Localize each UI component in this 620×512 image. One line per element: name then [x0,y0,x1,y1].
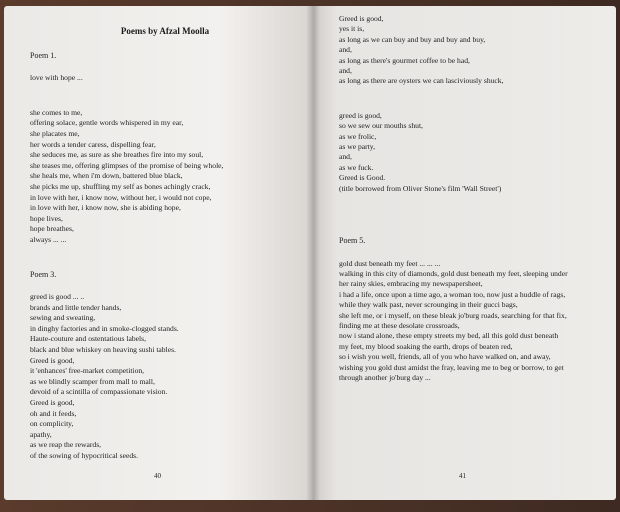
poem-line: as we frolic, [339,131,377,141]
poem-line: so i wish you well, friends, all of you who have walked on, and away, [339,352,551,362]
page-number-left: 40 [154,472,161,480]
poem3-continuation-2 [339,111,609,194]
poem-line: hope lives, [30,213,63,223]
poem-line: Greed is good, [30,355,75,365]
page-number-right: 41 [459,472,466,480]
poem-line: as long as there are oysters we can lasciviously shuck, [339,76,504,86]
book-gutter [306,6,320,500]
poem-line: and, [339,66,352,76]
book-title: Poems by Afzal Moolla [120,26,210,36]
poem3-continuation-1 [339,14,609,87]
poem-line: always ... ... [30,234,67,244]
poem1-title: Poem 1. [30,50,57,60]
poem-line: as we fuck. [339,162,374,172]
poem-line: finding me at these desolate crossroads, [339,320,460,330]
poem-line: as we blindly scamper from mall to mall, [30,376,155,386]
poem-line: Greed is Good. [339,173,386,183]
poem-line: and, [339,45,352,55]
left-page [4,6,313,500]
poem-line: she seduces me, as sure as she breathes fire into my soul, [30,150,204,160]
poem-line: as long as we can buy and buy and buy and buy, [339,34,486,44]
poem-line: Greed is good, [339,14,384,23]
poem-line: while they walk past, never scrounging in their gucci bags, [339,300,518,310]
poem-line: in love with her, i know now, without her, i would not cope, [30,192,212,202]
poem-line: greed is good, [339,110,382,120]
poem-line: her words a tender caress, dispelling fear, [30,139,156,149]
poem-line: in love with her, i know now, she is abiding hope, [30,203,181,213]
poem-line: as long as there's gourmet coffee to be had, [339,55,470,65]
poem-line: her rainy skies, embracing my newspapersheet, [339,279,483,289]
poem-line: my feet, my blood soaking the earth, drops of beaten red, [339,341,513,351]
poem-line: she placates me, [30,128,80,138]
poem1-body [30,108,300,246]
poem-line: it 'enhances' free-market competition, [30,366,145,376]
left-page-content [30,26,300,462]
poem-line: as we party, [339,142,375,152]
poem-line: greed is good ... .. [30,292,85,302]
poem-line: in dinghy factories and in smoke-clogged stands. [30,323,179,333]
poem-line: through another jo'burg day ... [339,372,431,382]
poem-line: as we reap the rewards, [30,440,102,450]
poem-line: (title borrowed from Oliver Stone's film 'Wall Street') [339,183,502,193]
poem1-intro: love with hope ... [30,73,83,83]
poem-line: on complicity, [30,419,74,429]
poem3-title: Poem 3. [30,269,57,279]
poem-line: hope breathes, [30,224,74,234]
poem-line: gold dust beneath my feet ... ... ... [339,258,441,268]
right-page-content [339,14,609,383]
poem-line: walking in this city of diamonds, gold dust beneath my feet, sleeping under [339,268,568,278]
right-page [313,6,616,500]
poem-line: of the sowing of hypocritical seeds. [30,451,138,460]
poem-line: now i stand alone, these empty streets my bed, all this gold dust beneath [339,331,559,341]
poem-line: Haute-couture and ostentatious labels, [30,334,146,344]
poem3-body [30,292,300,462]
poem-line: devoid of a scintilla of compassionate vision. [30,387,168,397]
poem-line: offering solace, gentle words whispered in my ear, [30,118,184,128]
poem-line: and, [339,152,352,162]
poem-line: yes it is, [339,24,365,34]
poem-line: so we sew our mouths shut, [339,121,423,131]
poem-line: i had a life, once upon a time ago, a woman too, now just a huddle of rags, [339,289,566,299]
poem-line: oh and it feeds, [30,408,77,418]
poem-line: sewing and sweating, [30,313,96,323]
poem-line: she comes to me, [30,107,83,117]
poem-line: Greed is good, [30,398,75,408]
poem-line: brands and little tender hands, [30,302,122,312]
poem-line: apathy, [30,429,52,439]
poem5-body [339,259,609,384]
poem-line: she left me, or i myself, on these bleak jo'burg roads, searching for that fix, [339,310,567,320]
poem-line: she picks me up, shuffling my self as bones achingly crack, [30,181,211,191]
poem-line: she heals me, when i'm down, battered blue black, [30,171,183,181]
poem-line: wishing you gold dust amidst the fray, leaving me to beg or borrow, to get [339,362,564,372]
poem5-title: Poem 5. [339,236,366,246]
poem-line: she teases me, offering glimpses of the promise of being whole, [30,160,224,170]
poem-line: black and blue whiskey on heaving sushi tables. [30,345,176,355]
